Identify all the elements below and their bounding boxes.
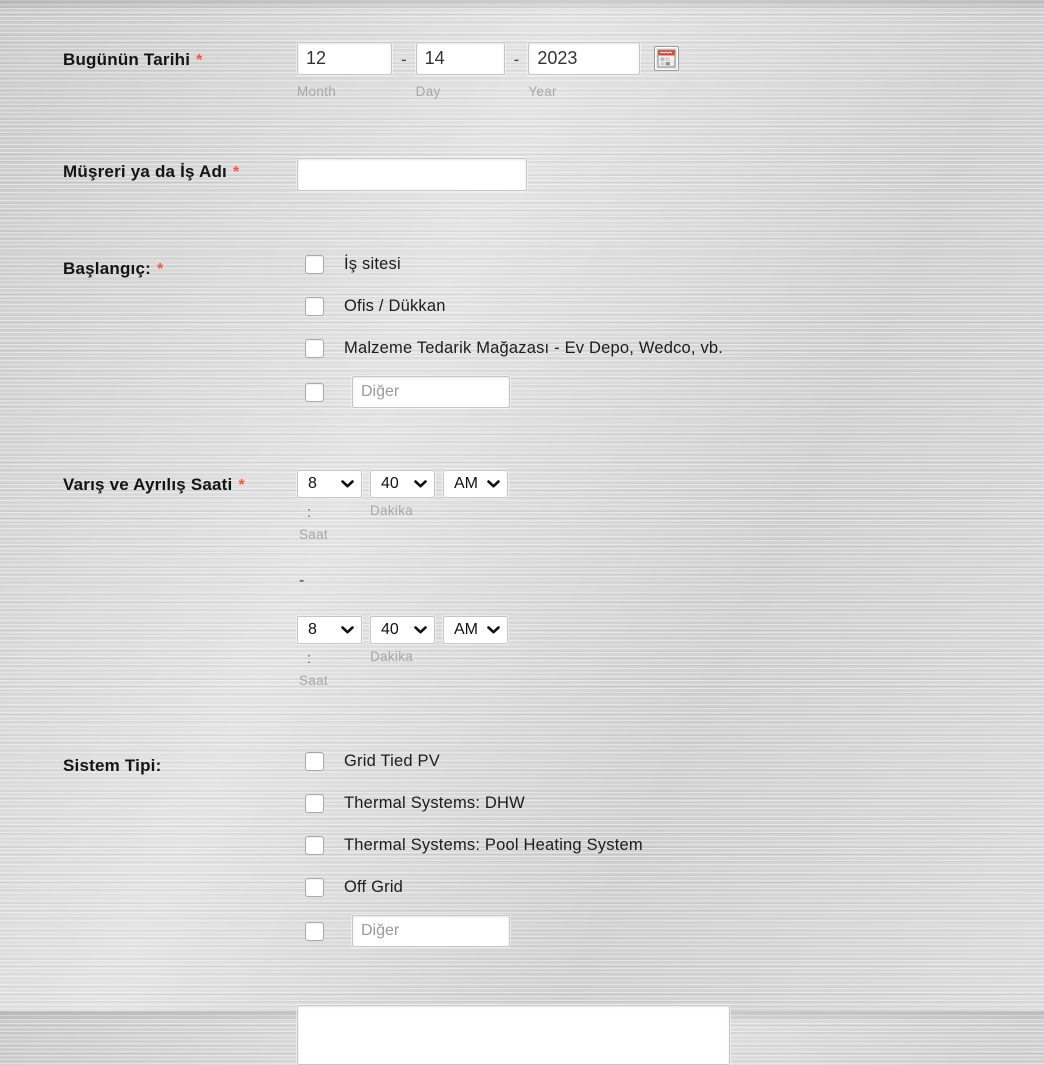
year-sublabel: Year: [528, 84, 557, 99]
date-field-label: [63, 42, 297, 73]
end-ampm-select[interactable]: [443, 616, 508, 644]
checkbox-grid-tied-pv[interactable]: [305, 752, 324, 771]
hour-sublabel: Saat: [299, 673, 328, 688]
checkbox-thermal-pool[interactable]: [305, 836, 324, 855]
end-hour-select[interactable]: [297, 616, 362, 644]
end-time-block: [297, 616, 1034, 716]
customer-name-controls: [297, 155, 1034, 191]
start-hour-select[interactable]: [297, 470, 362, 498]
date-controls: [297, 42, 1034, 99]
option-label: Malzeme Tedarik Mağazası - Ev Depo, Wedco, vb.: [344, 339, 724, 357]
start-ampm-select[interactable]: [443, 470, 508, 498]
select-value: 8: [308, 475, 317, 492]
field-row-baslangic: [63, 250, 1034, 427]
field-row-customer-name: [63, 155, 1034, 191]
option-label: Grid Tied PV: [344, 752, 440, 770]
select-value: AM: [454, 475, 478, 492]
day-input[interactable]: [416, 42, 505, 75]
required-asterisk: *: [238, 477, 245, 494]
day-sublabel: Day: [415, 84, 441, 99]
year-input[interactable]: [528, 42, 640, 75]
option-row: [297, 792, 1034, 815]
start-time-block: [297, 470, 1034, 570]
field-row-time: [63, 468, 1034, 716]
system-type-options: [297, 745, 1034, 966]
minute-sublabel: Dakika: [370, 649, 414, 664]
day-col: [416, 42, 505, 99]
end-time-selects: [297, 616, 1034, 644]
chevron-down-icon: [414, 480, 427, 488]
checkbox-baslangic-other[interactable]: [305, 383, 324, 402]
select-value: 8: [308, 621, 317, 638]
baslangic-options: [297, 250, 1034, 427]
month-sublabel: Month: [297, 84, 337, 99]
notes-textarea[interactable]: [297, 1005, 730, 1065]
required-asterisk: *: [196, 52, 203, 69]
checkbox-system-type-other[interactable]: [305, 922, 324, 941]
option-label: Ofis / Dükkan: [344, 297, 446, 315]
option-row: [297, 295, 1034, 318]
chevron-down-icon: [341, 626, 354, 634]
time-controls: [297, 468, 1034, 716]
time-colon: :: [307, 504, 312, 521]
checkbox-off-grid[interactable]: [305, 878, 324, 897]
hour-sublabel: Saat: [299, 527, 328, 542]
start-minute-select[interactable]: [370, 470, 435, 498]
label-text: Başlangıç:: [63, 259, 151, 278]
year-col: [528, 42, 640, 99]
option-label: Thermal Systems: Pool Heating System: [344, 836, 643, 854]
chevron-down-icon: [487, 626, 500, 634]
system-type-other-input[interactable]: [352, 915, 510, 947]
calendar-icon[interactable]: [654, 46, 679, 71]
time-range-separator: -: [299, 572, 305, 589]
customer-name-input[interactable]: [297, 158, 527, 191]
select-value: AM: [454, 621, 478, 638]
calendar-icon-glyph: [657, 49, 676, 68]
checkbox-malzeme-tedarik[interactable]: [305, 339, 324, 358]
baslangic-other-input[interactable]: [352, 376, 510, 408]
time-colon: :: [307, 650, 312, 667]
label-text: Bugünün Tarihi: [63, 50, 191, 69]
option-row: [297, 337, 1034, 360]
date-separator: -: [513, 50, 520, 69]
customer-name-label: [63, 155, 297, 185]
chevron-down-icon: [414, 626, 427, 634]
baslangic-label: [63, 250, 297, 282]
option-row: [297, 750, 1034, 773]
select-value: 40: [381, 475, 399, 492]
system-type-label: [63, 745, 297, 778]
chevron-down-icon: [341, 480, 354, 488]
checkbox-ofis-dukkan[interactable]: [305, 297, 324, 316]
option-label: İş sitesi: [344, 255, 401, 273]
option-label: Off Grid: [344, 878, 404, 896]
end-minute-select[interactable]: [370, 616, 435, 644]
time-label: [63, 468, 297, 498]
checkbox-is-sitesi[interactable]: [305, 255, 324, 274]
option-label: Thermal Systems: DHW: [344, 794, 525, 812]
date-separator: -: [401, 50, 407, 69]
month-input[interactable]: [297, 42, 392, 75]
minute-sublabel: Dakika: [370, 503, 414, 518]
field-row-date: [63, 42, 1034, 99]
label-text: Sistem Tipi:: [63, 756, 162, 775]
option-row: [297, 876, 1034, 899]
option-row: [297, 834, 1034, 857]
option-row-other: [297, 915, 1034, 947]
month-col: [297, 42, 392, 99]
required-asterisk: *: [232, 164, 240, 181]
label-text: Varış ve Ayrılış Saati: [63, 475, 233, 494]
checkbox-thermal-dhw[interactable]: [305, 794, 324, 813]
required-asterisk: *: [156, 261, 164, 278]
option-row-other: [297, 376, 1034, 408]
field-row-system-type: [63, 745, 1034, 966]
start-time-selects: [297, 470, 1034, 498]
select-value: 40: [381, 621, 399, 638]
date-group: [297, 42, 1034, 99]
option-row: [297, 253, 1034, 276]
chevron-down-icon: [487, 480, 500, 488]
label-text: Müşreri ya da İş Adı: [63, 162, 227, 181]
